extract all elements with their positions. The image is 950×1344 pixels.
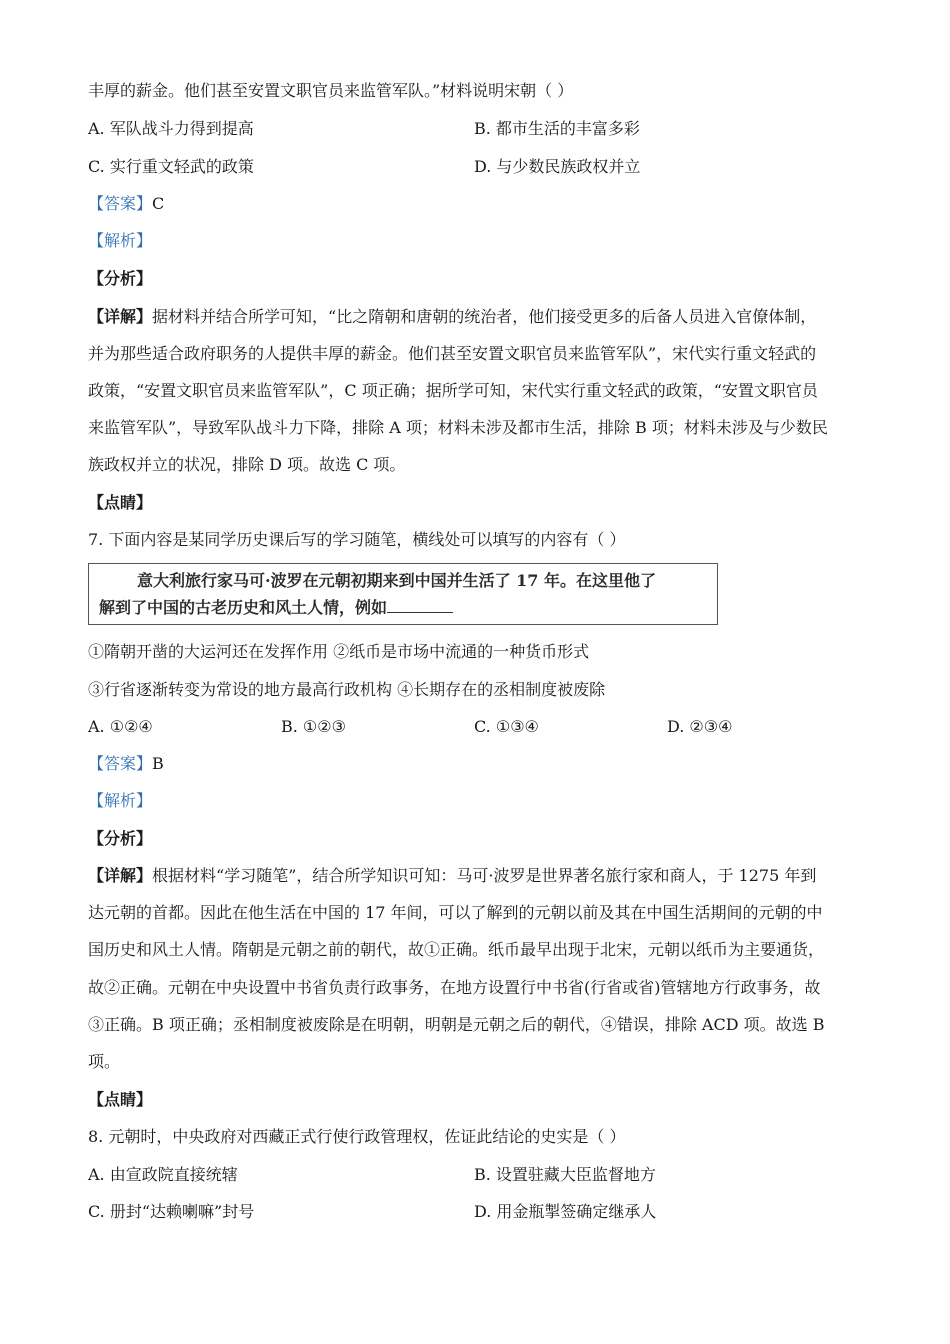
detail-tag: 【详解】 — [88, 866, 153, 885]
q6-option-d: D. 与少数民族政权并立 — [474, 157, 641, 176]
answer-tag: 【答案】 — [88, 194, 153, 213]
q7-box-line-2 — [99, 597, 453, 619]
q8-option-c: C. 册封“达赖喇嘛”封号 — [88, 1202, 255, 1221]
q7-detail-line: 达元朝的首都。因此在他生活在中国的 17 年间，可以了解到的元朝以前及其在中国生活期间的元朝的中 — [88, 903, 823, 922]
detail-text: 根据材料“学习随笔”，结合所学知识可知：马可·波罗是世界著名旅行家和商人，于 1275 年到 — [152, 866, 817, 885]
q6-detail-line: 并为那些适合政府职务的人提供丰厚的薪金。他们甚至安置文职官员来监管军队”，宋代实行重文轻武的 — [88, 344, 817, 363]
q6-option-a: A. 军队战斗力得到提高 — [88, 119, 254, 138]
q7-quote-box — [88, 563, 718, 625]
q7-stem: 7. 下面内容是某同学历史课后写的学习随笔，横线处可以填写的内容有（ ） — [88, 530, 626, 549]
q7-detail-line: 国历史和风土人情。隋朝是元朝之前的朝代，故①正确。纸币最早出现于北宋，元朝以纸币为主要通货， — [88, 940, 825, 959]
q6-option-b: B. 都市生活的丰富多彩 — [474, 119, 640, 138]
answer-tag: 【答案】 — [88, 754, 153, 773]
q7-option-b: B. ①②③ — [281, 717, 346, 736]
q7-detail-line: ③正确。B 项正确；丞相制度被废除是在明朝，明朝是元朝之后的朝代，④错误，排除 ACD 项。故选 B — [88, 1015, 825, 1034]
q6-fenxi-tag: 【分析】 — [88, 269, 153, 288]
q7-option-c: C. ①③④ — [474, 717, 539, 736]
q7-option-a: A. ①②④ — [88, 717, 153, 736]
q8-option-a: A. 由宣政院直接统辖 — [88, 1165, 238, 1184]
q7-dianjing-tag: 【点睛】 — [88, 1090, 153, 1109]
q6-stem-tail: 丰厚的薪金。他们甚至安置文职官员来监管军队。”材料说明宋朝（ ） — [88, 81, 574, 100]
answer-value: C — [152, 194, 165, 213]
q7-answer — [88, 753, 868, 775]
q7-analysis-tag: 【解析】 — [88, 791, 153, 810]
q8-stem: 8. 元朝时，中央政府对西藏正式行使行政管理权，佐证此结论的史实是（ ） — [88, 1127, 626, 1146]
q8-option-b: B. 设置驻藏大臣监督地方 — [474, 1165, 656, 1184]
q6-analysis-tag: 【解析】 — [88, 231, 153, 250]
q7-detail-line: 故②正确。元朝在中央设置中书省负责行政事务，在地方设置行中书省(行省或省)管辖地方行政事务，故 — [88, 978, 821, 997]
q7-items-line-2: ③行省逐渐转变为常设的地方最高行政机构 ④长期存在的丞相制度被废除 — [88, 680, 606, 699]
detail-tag: 【详解】 — [88, 307, 153, 326]
q7-option-d: D. ②③④ — [667, 717, 733, 736]
q6-answer — [88, 193, 868, 215]
q7-box-line-2-text: 解到了中国的古老历史和风土人情，例如 — [99, 598, 388, 617]
q6-detail-line: 来监管军队”，导致军队战斗力下降，排除 A 项；材料未涉及都市生活，排除 B 项；材料未涉及与少数民 — [88, 418, 828, 437]
q7-detail-line — [88, 865, 868, 887]
q7-fenxi-tag: 【分析】 — [88, 829, 153, 848]
q7-detail-line: 项。 — [88, 1052, 121, 1071]
detail-text: 据材料并结合所学可知，“比之隋朝和唐朝的统治者，他们接受更多的后备人员进入官僚体制， — [152, 307, 817, 326]
q7-box-line-1: 意大利旅行家马可·波罗在元朝初期来到中国并生活了 17 年。在这里他了 — [137, 571, 656, 590]
fill-blank — [387, 598, 453, 613]
q6-detail-line — [88, 306, 868, 328]
answer-value: B — [152, 754, 164, 773]
q6-detail-line: 族政权并立的状况，排除 D 项。故选 C 项。 — [88, 455, 406, 474]
q6-option-c: C. 实行重文轻武的政策 — [88, 157, 254, 176]
q6-dianjing-tag: 【点睛】 — [88, 493, 153, 512]
q7-items-line-1: ①隋朝开凿的大运河还在发挥作用 ②纸币是市场中流通的一种货币形式 — [88, 642, 590, 661]
q8-option-d: D. 用金瓶掣签确定继承人 — [474, 1202, 657, 1221]
q6-detail-line: 政策，“安置文职官员来监管军队”，C 项正确；据所学可知，宋代实行重文轻武的政策，“安置文职官员 — [88, 381, 818, 400]
